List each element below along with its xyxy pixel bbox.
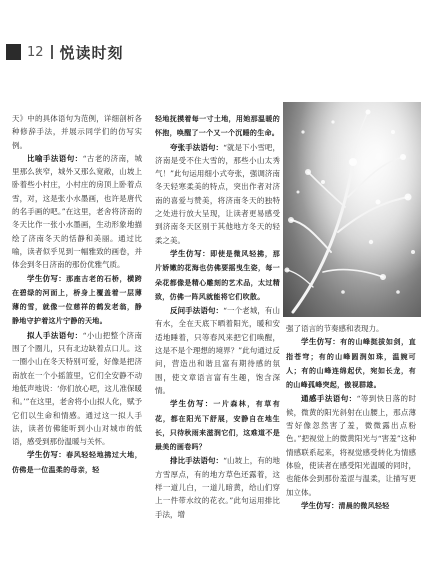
text-column-3 [286, 322, 416, 513]
paragraph [155, 454, 280, 520]
paragraph-body: “小山把整个济南围了个圈儿，只有北边缺着点口儿。这一圈小山在冬天特别可爱，好像是把济南放在一个小摇篮里，它们全安静不动地低声地说：‘你们放心吧，这儿准保暖和。’”在这里，老舍将小山拟人化，赋予它们以生命和情感。通过这一拟人手法，读者仿佛能听到小山对城市的低语，感受到那份温暖与关怀。 [12, 330, 142, 447]
student-imitation-text: 清晨的微风轻轻 [338, 501, 390, 510]
paragraph [12, 448, 142, 477]
paragraph [286, 499, 416, 513]
snowy-branch-photo [283, 102, 421, 317]
technique-label: 夸张手法语句： [170, 142, 224, 152]
text-column-1 [12, 112, 142, 477]
paragraph [155, 304, 280, 397]
paragraph [155, 141, 280, 247]
technique-label: 排比手法语句： [170, 456, 224, 466]
paragraph [286, 335, 416, 392]
section-marker [6, 44, 21, 60]
page-number: 12 [27, 44, 44, 60]
paragraph: 天》中的具体语句为范例，详细剖析各种修辞手法，并展示同学们的仿写实例。 [12, 114, 142, 150]
paragraph [286, 392, 416, 498]
student-imitation-label: 学生仿写： [301, 500, 339, 510]
technique-label: 反问手法语句： [170, 306, 224, 316]
student-imitation-label: 学生仿写： [27, 273, 67, 283]
page-header [6, 42, 124, 62]
student-imitation-text: 有的山峰挺拔如剑，直指苍穹；有的山峰圆润如珠，温婉可人；有的山峰连绵起伏，宛如长龙，有的山峰孤峰突起，傲视群雄。 [286, 338, 417, 390]
paragraph: 强了语言的节奏感和表现力。 [286, 324, 384, 333]
paragraph-body: “等到快日落的时候，微黄的阳光斜射在山腰上，那点薄雪好像忽然害了羞，微微露出点粉色。”把视觉上的微黄阳光与“害羞”这种情感联系起来，将视觉感受转化为情感体验，使读者在感受阳光温暖的同时，也能体会到那份羞涩与温柔，让描写更加立体。 [286, 394, 416, 497]
paragraph [12, 152, 142, 272]
student-imitation-label: 学生仿写： [170, 248, 211, 258]
student-imitation-label: 学生仿写： [301, 337, 341, 347]
paragraph [12, 272, 142, 329]
paragraph [155, 397, 280, 454]
paragraph [155, 112, 280, 141]
student-imitation-text: 春风轻轻地拂过大地，仿佛是一位温柔的母亲，轻 [12, 451, 143, 474]
paragraph-body: “山坡上，有的地方雪厚点，有的地方草色还露着，这样一道儿白，一道儿暗黄，给山们穿上一件带水纹的花衣。”此句运用排比手法，增 [155, 456, 280, 519]
technique-label: 拟人手法语句： [27, 330, 83, 340]
technique-label: 通感手法语句： [301, 394, 357, 404]
student-imitation-label: 学生仿写： [170, 399, 214, 409]
student-imitation-text: 轻地抚摸着每一寸土地，用她那温暖的怀抱，唤醒了一个又一个沉睡的生命。 [155, 115, 280, 138]
paragraph [12, 329, 142, 449]
student-imitation-label: 学生仿写： [27, 450, 67, 460]
student-imitation-text: 那座古老的石桥，横跨在碧绿的河面上，桥身上覆盖着一层薄薄的雪，就像一位慈祥的鹤发老翁，静静地守护着这片宁静的天地。 [12, 274, 143, 326]
paragraph-body: “一个老城，有山有水，全在天底下晒着阳光，暖和安适地睡着，只等春风来把它们唤醒，这是不是个理想的境界？”此句通过反问，营造出和谐且富有期待感的氛围，使文章语言富有生趣，饱含深情。 [155, 306, 280, 395]
paragraph [155, 247, 280, 304]
paragraph-body: “就是下小雪吧，济南是受不住大雪的，那些小山太秀气！”此句运用细小式夸张，强调济南冬天轻寒柔美的特点，突出作者对济南的喜爱与赞美，将济南冬天的独特之处进行放大呈现，让读者更易感受到济南冬天区别于其他地方冬天的轻柔之美。 [155, 142, 280, 245]
text-column-2 [155, 112, 280, 521]
technique-label: 比喻手法语句： [27, 153, 83, 163]
paragraph-body: “古老的济南，城里那么狭窄，城外又那么宽敞，山坡上卧着些小村庄，小村庄的房顶上卧着点雪，对，这是张小水墨画，也许是唐代的名手画的吧。”在这里，老舍将济南的冬天比作一张小水墨画，生动形象地描绘了济南冬天的恬静和美丽。通过比喻，读者似乎见到一幅雅致的画卷，并体会到冬日济南的那份优雅气质。 [12, 153, 142, 270]
header-divider [51, 45, 53, 59]
section-title: 悦读时刻 [59, 43, 124, 62]
student-imitation-text: 一片森林，有草有花，都在阳光下舒展，安静自在地生长，只待秋雨来滋润它们，这难道不是最美的画卷吗？ [155, 400, 280, 452]
student-imitation-text: 即使是微风轻拂，那片娇嫩的花海也仿佛要摇曳生姿，每一朵花都像是精心雕刻的艺术品，太过精致，仿佛一阵风就能将它们吹散。 [155, 249, 281, 301]
